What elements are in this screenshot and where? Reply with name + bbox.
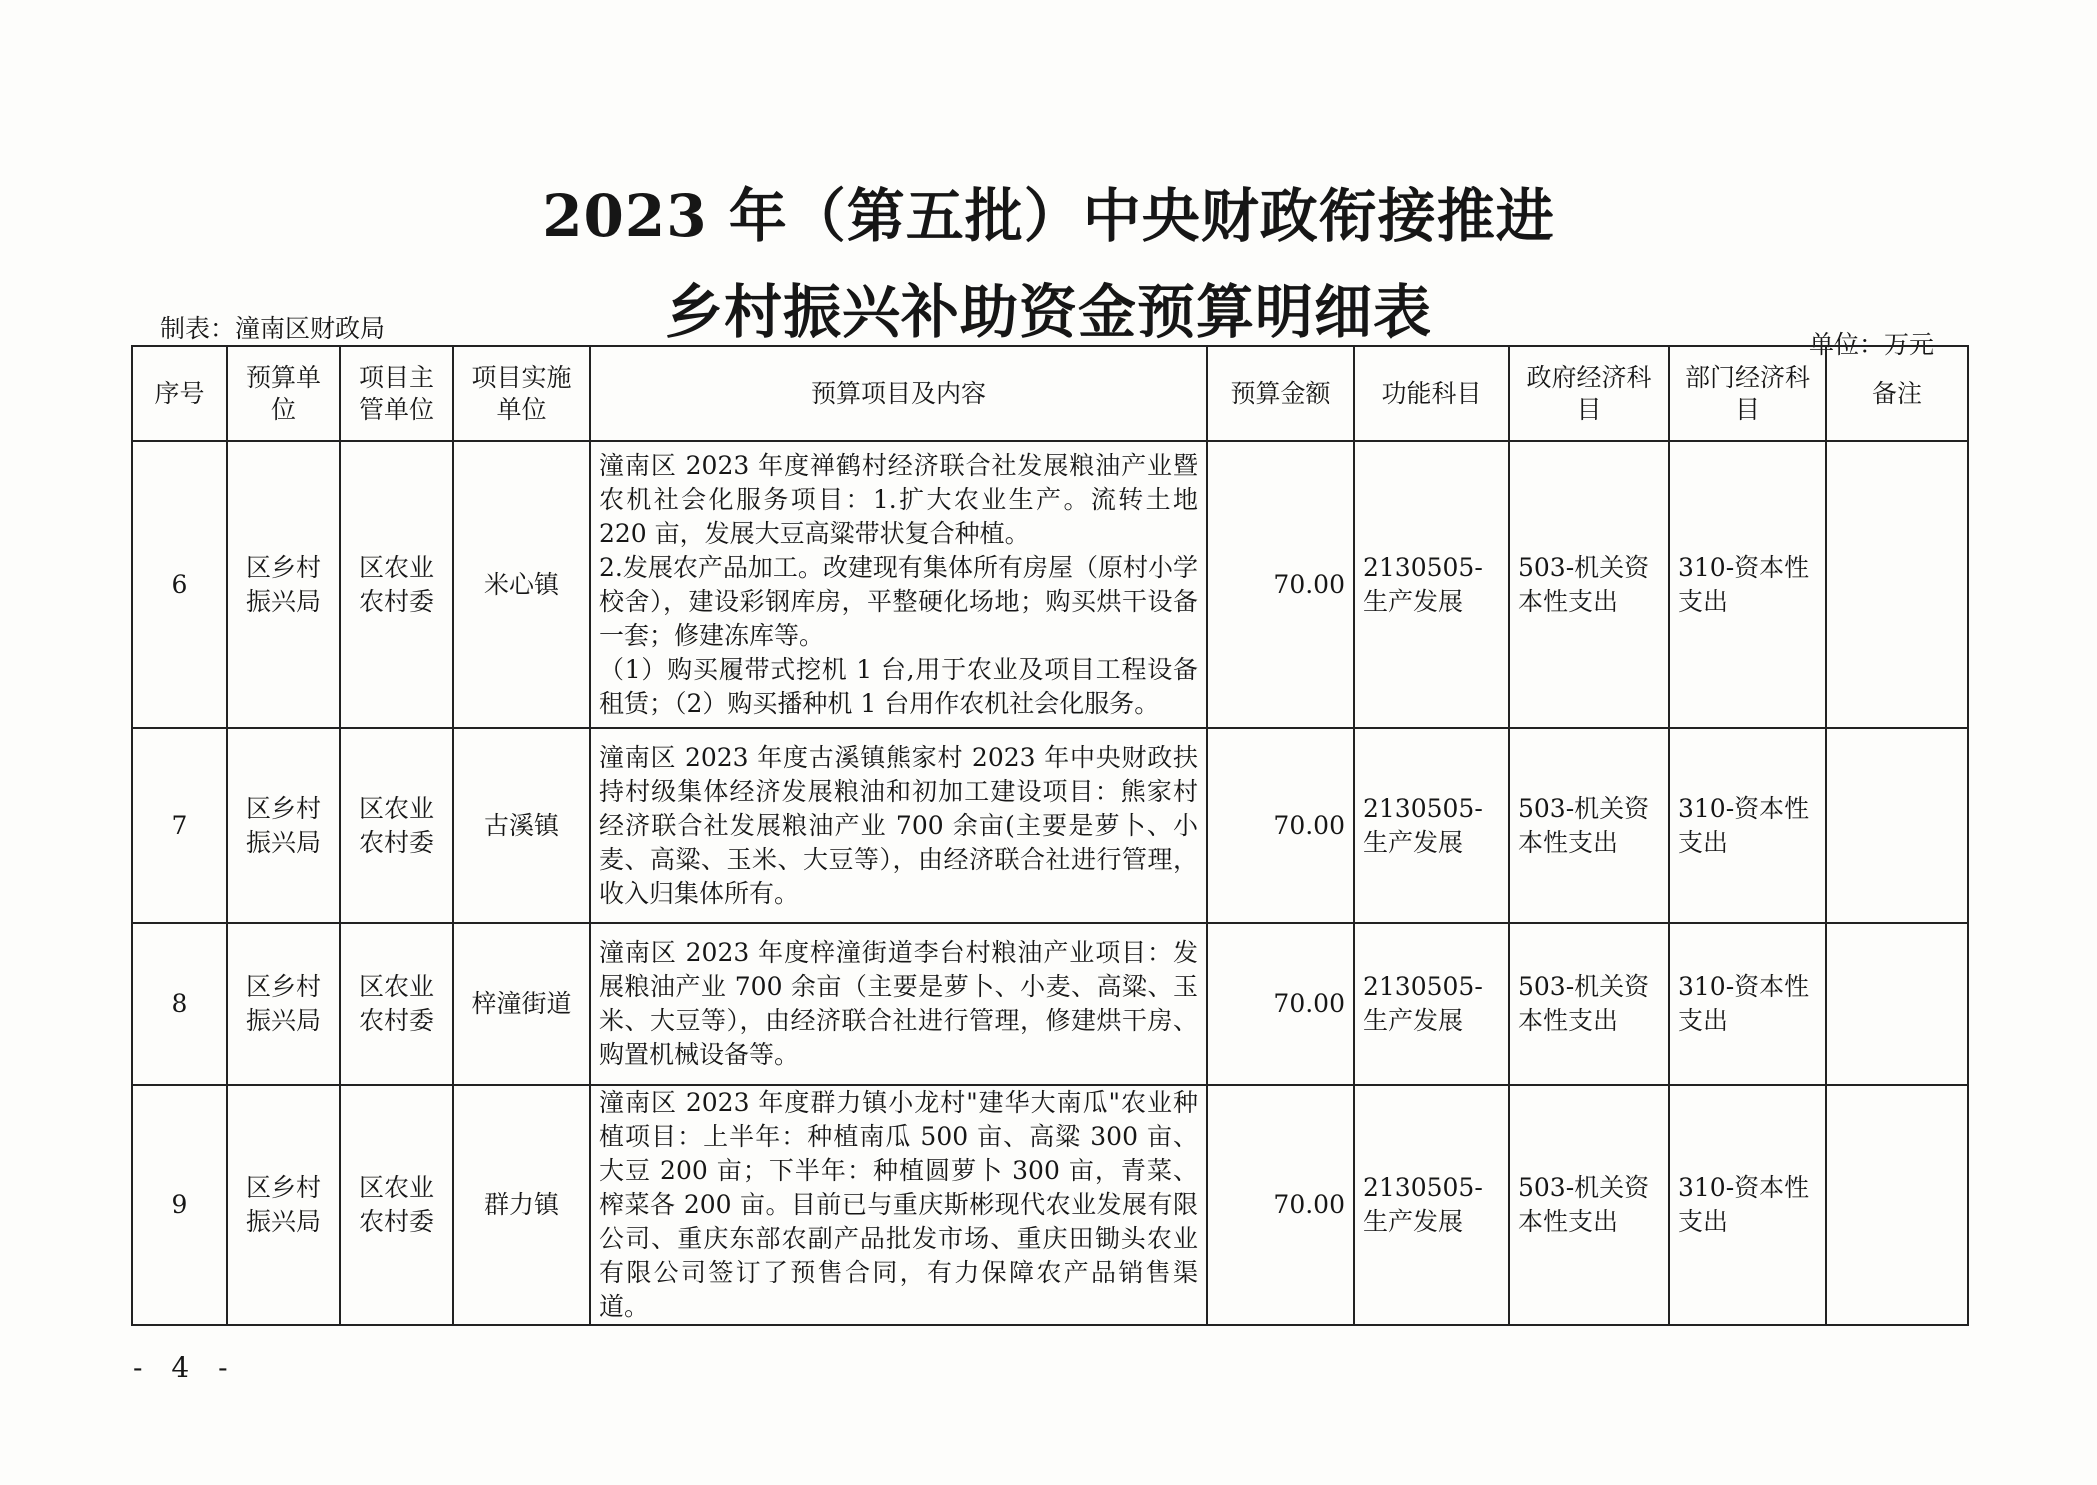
cell-dept-econ: 310-资本性支出: [1669, 1085, 1826, 1325]
cell-budget-unit: 区乡村振兴局: [227, 728, 340, 923]
page-number: - 4 -: [133, 1351, 238, 1384]
cell-func-subject: 2130505-生产发展: [1354, 923, 1509, 1085]
cell-gov-econ: 503-机关资本性支出: [1509, 1085, 1669, 1325]
title-line-1: 2023 年（第五批）中央财政衔接推进: [542, 182, 1555, 250]
header-func-subject: 功能科目: [1354, 346, 1509, 441]
cell-func-subject: 2130505-生产发展: [1354, 441, 1509, 728]
header-implementer: 项目实施单位: [453, 346, 590, 441]
cell-no: 7: [132, 728, 227, 923]
cell-note: [1826, 923, 1968, 1085]
cell-amount: 70.00: [1207, 1085, 1354, 1325]
cell-content: 潼南区 2023 年度梓潼街道李台村粮油产业项目：发展粮油产业 700 余亩（主要是萝卜、小麦、高粱、玉米、大豆等），由经济联合社进行管理，修建烘干房、购置机械设备等。: [590, 923, 1207, 1085]
cell-authority: 区农业农村委: [340, 728, 453, 923]
cell-gov-econ: 503-机关资本性支出: [1509, 923, 1669, 1085]
cell-note: [1826, 728, 1968, 923]
title-line-2: 乡村振兴补助资金预算明细表: [664, 278, 1432, 346]
header-gov-econ: 政府经济科目: [1509, 346, 1669, 441]
cell-dept-econ: 310-资本性支出: [1669, 923, 1826, 1085]
header-note: 备注: [1826, 346, 1968, 441]
header-authority: 项目主管单位: [340, 346, 453, 441]
cell-note: [1826, 1085, 1968, 1325]
cell-budget-unit: 区乡村振兴局: [227, 923, 340, 1085]
cell-authority: 区农业农村委: [340, 441, 453, 728]
table-header-row: [132, 346, 1968, 441]
cell-content: 潼南区 2023 年度古溪镇熊家村 2023 年中央财政扶持村级集体经济发展粮油和初加工建设项目：熊家村经济联合社发展粮油产业 700 余亩(主要是萝卜、小麦、高粱、玉米、大豆等），由经济联合社进行管理，收入归集体所有。: [590, 728, 1207, 923]
cell-implementer: 古溪镇: [453, 728, 590, 923]
header-amount: 预算金额: [1207, 346, 1354, 441]
cell-implementer: 米心镇: [453, 441, 590, 728]
cell-budget-unit: 区乡村振兴局: [227, 1085, 340, 1325]
header-no: 序号: [132, 346, 227, 441]
table-row: [132, 923, 1968, 1085]
cell-amount: 70.00: [1207, 441, 1354, 728]
cell-func-subject: 2130505-生产发展: [1354, 1085, 1509, 1325]
table-row: [132, 1085, 1968, 1325]
budget-table: [131, 345, 1969, 1326]
cell-amount: 70.00: [1207, 923, 1354, 1085]
cell-note: [1826, 441, 1968, 728]
cell-implementer: 梓潼街道: [453, 923, 590, 1085]
cell-func-subject: 2130505-生产发展: [1354, 728, 1509, 923]
cell-content: 潼南区 2023 年度禅鹤村经济联合社发展粮油产业暨农机社会化服务项目：1.扩大农业生产。流转土地 220 亩，发展大豆高粱带状复合种植。 2.发展农产品加工。改建现有集体所有房屋（原村小学校舍），建设彩钢库房，平整硬化场地；购买烘干设备一套；修建冻库等。 （1）购买履带式挖机 1 台,用于农业及项目工程设备租赁；（2）购买播种机 1 台用作农机社会化服务。: [590, 441, 1207, 728]
cell-authority: 区农业农村委: [340, 923, 453, 1085]
amount-unit: 单位：万元: [1808, 330, 1934, 359]
table-row: [132, 728, 1968, 923]
cell-no: 6: [132, 441, 227, 728]
cell-gov-econ: 503-机关资本性支出: [1509, 441, 1669, 728]
cell-dept-econ: 310-资本性支出: [1669, 441, 1826, 728]
cell-budget-unit: 区乡村振兴局: [227, 441, 340, 728]
cell-authority: 区农业农村委: [340, 1085, 453, 1325]
header-content: 预算项目及内容: [590, 346, 1207, 441]
cell-amount: 70.00: [1207, 728, 1354, 923]
table-row: [132, 441, 1968, 728]
cell-implementer: 群力镇: [453, 1085, 590, 1325]
header-dept-econ: 部门经济科目: [1669, 346, 1826, 441]
cell-content: 潼南区 2023 年度群力镇小龙村"建华大南瓜"农业种植项目：上半年：种植南瓜 500 亩、高粱 300 亩、大豆 200 亩；下半年：种植圆萝卜 300 亩，青菜、榨菜各 200 亩。目前已与重庆斯彬现代农业发展有限公司、重庆东部农副产品批发市场、重庆田锄头农业有限公司签订了预售合同，有力保障农产品销售渠道。: [590, 1085, 1207, 1325]
header-budget-unit: 预算单位: [227, 346, 340, 441]
cell-no: 8: [132, 923, 227, 1085]
cell-no: 9: [132, 1085, 227, 1325]
cell-dept-econ: 310-资本性支出: [1669, 728, 1826, 923]
cell-gov-econ: 503-机关资本性支出: [1509, 728, 1669, 923]
table-maker: 制表：潼南区财政局: [160, 314, 386, 343]
